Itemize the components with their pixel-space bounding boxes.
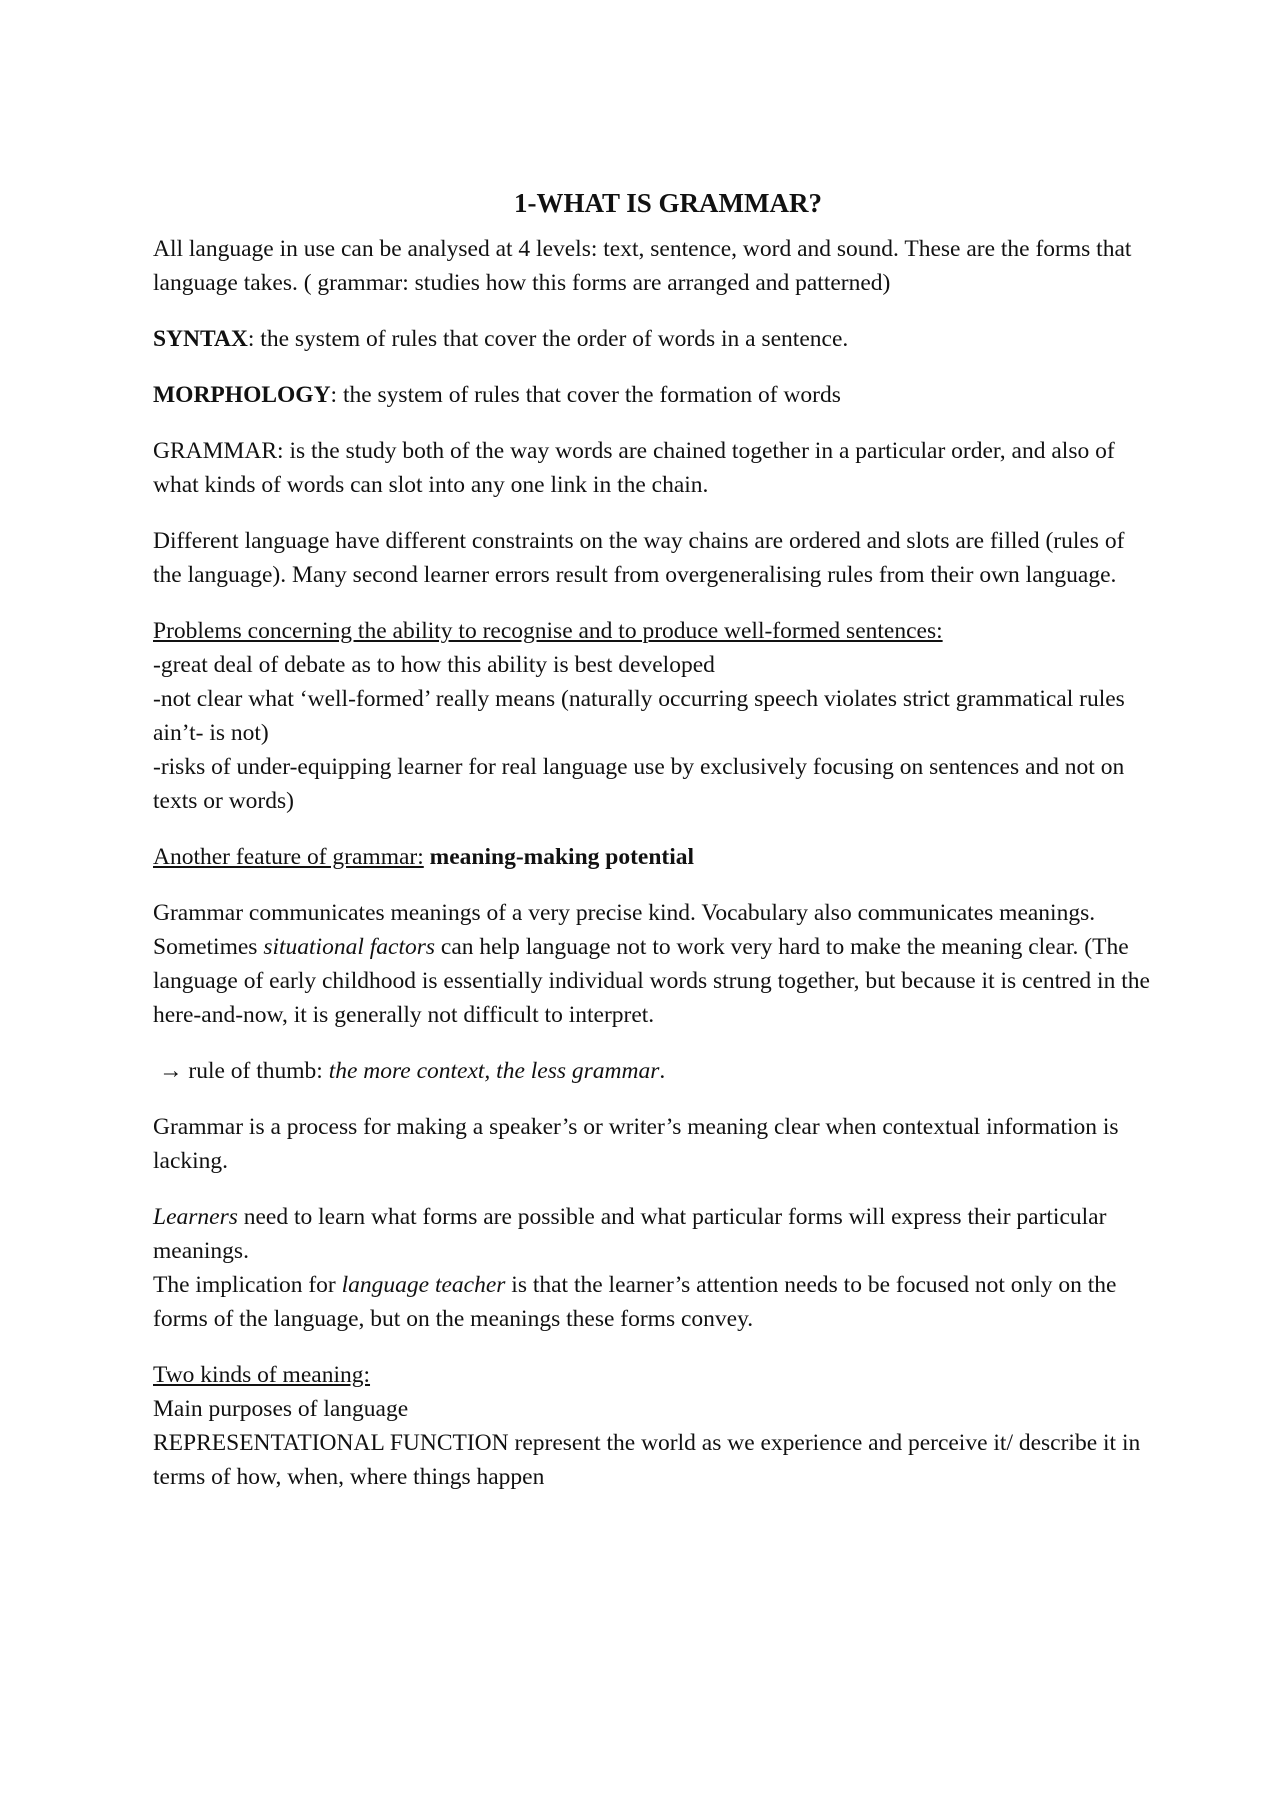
page-title: 1-WHAT IS GRAMMAR?	[514, 188, 822, 218]
communicates-text-2: can help language not to work very hard to make the meaning clear. (The language of early childhood is essentially individual words strung together, but because it is centred in the here-and-now, it is generally not difficult to interpret.	[153, 934, 1150, 1028]
feature-bold: meaning-making potential	[423, 844, 695, 870]
paragraph-process: Grammar is a process for making a speaker’s or writer’s meaning clear when contextual information is lacking.	[153, 1114, 1119, 1174]
learners-section	[153, 1200, 1153, 1336]
implication-text-2: is that the learner’s attention needs to be focused not only on the forms of the language, but on the meanings these forms convey.	[153, 1272, 1117, 1332]
problems-section	[153, 614, 1153, 818]
problems-item-1: -great deal of debate as to how this ability is best developed	[153, 652, 715, 678]
paragraph-communicates	[153, 896, 1153, 1032]
learners-italic: Learners	[153, 1204, 238, 1230]
thumb-end: .	[659, 1058, 666, 1084]
paragraph-syntax	[153, 322, 1153, 356]
document-content	[153, 186, 1153, 1516]
problems-heading: Problems concerning the ability to recognise and to produce well-formed sentences:	[153, 618, 943, 644]
paragraph-feature	[153, 840, 1153, 874]
paragraph-different-languages: Different language have different constraints on the way chains are ordered and slots are filled (rules of the language). Many second learner errors result from overgeneralising rules from their own language.	[153, 528, 1125, 588]
arrow-right-icon: →	[159, 1058, 183, 1084]
learners-text: need to learn what forms are possible and what particular forms will express their particular meanings.	[153, 1204, 1107, 1264]
problems-item-2: -not clear what ‘well-formed’ really means (naturally occurring speech violates strict grammatical rules ain’t- is not)	[153, 686, 1125, 746]
feature-label: Another feature of grammar:	[153, 844, 424, 870]
two-kinds-line-1: Main purposes of language	[153, 1396, 409, 1422]
definition-syntax: : the system of rules that cover the order of words in a sentence.	[247, 326, 849, 352]
two-kinds-heading: Two kinds of meaning:	[153, 1362, 371, 1388]
paragraph-levels: All language in use can be analysed at 4 levels: text, sentence, word and sound. These are the forms that language takes. ( grammar: studies how this forms are arranged and patterned)	[153, 236, 1132, 296]
definition-morphology: : the system of rules that cover the formation of words	[330, 382, 841, 408]
paragraph-learners	[153, 1200, 1153, 1268]
paragraph-implication	[153, 1268, 1153, 1336]
implication-text-1: The implication for	[153, 1272, 342, 1298]
thumb-italic: the more context, the less grammar	[328, 1058, 660, 1084]
problems-item-3: -risks of under-equipping learner for real language use by exclusively focusing on sentences and not on texts or words)	[153, 754, 1125, 814]
two-kinds-section	[153, 1358, 1153, 1494]
thumb-text: rule of thumb:	[182, 1058, 329, 1084]
paragraph-rule-of-thumb	[153, 1054, 1153, 1088]
term-syntax: SYNTAX	[153, 326, 248, 352]
communicates-italic: situational factors	[263, 934, 436, 960]
term-morphology: MORPHOLOGY	[153, 382, 331, 408]
two-kinds-line-2: REPRESENTATIONAL FUNCTION represent the world as we experience and perceive it/ describe it in terms of how, when, where things happen	[153, 1430, 1141, 1490]
paragraph-grammar-definition: GRAMMAR: is the study both of the way words are chained together in a particular order, and also of what kinds of words can slot into any one link in the chain.	[153, 438, 1115, 498]
communicates-text-1: Grammar communicates meanings of a very precise kind. Vocabulary also communicates meanings. Sometimes	[153, 900, 1096, 960]
implication-italic: language teacher	[341, 1272, 506, 1298]
paragraph-morphology	[153, 378, 1153, 412]
